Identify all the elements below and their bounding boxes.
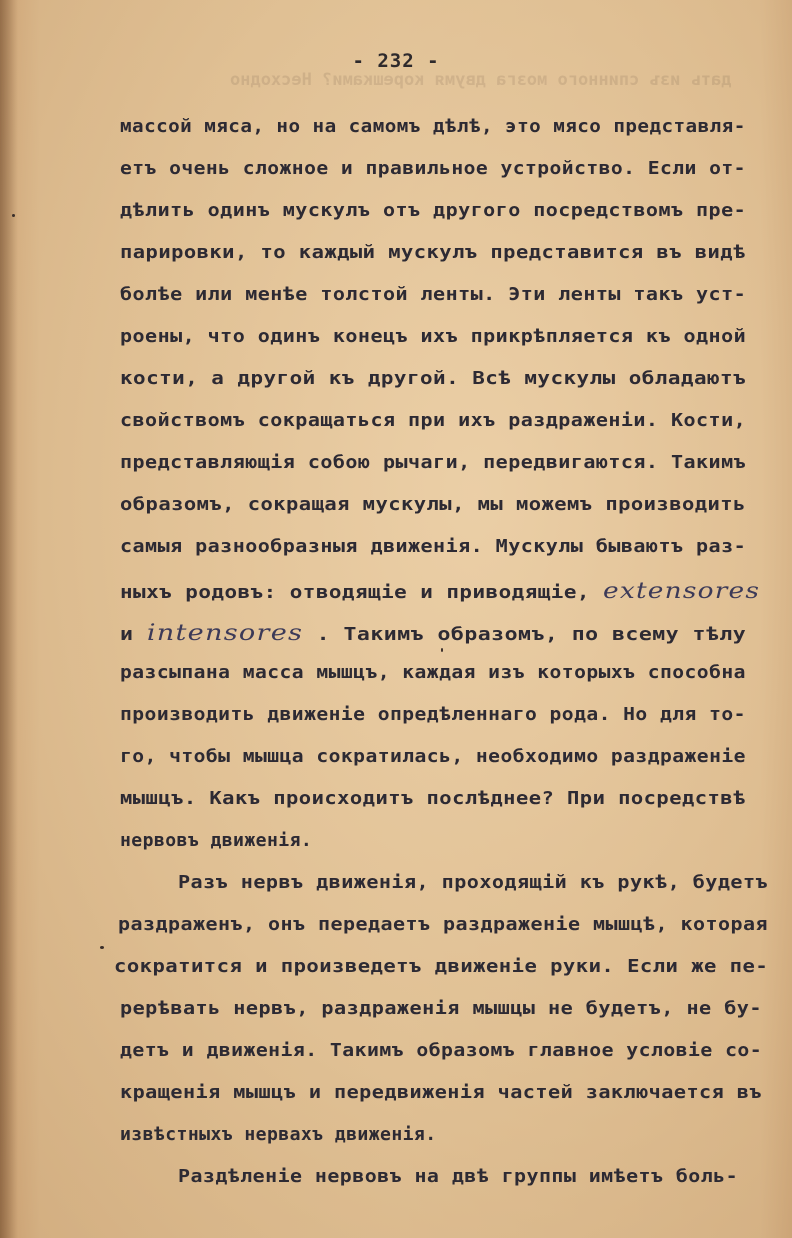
line-text: образомъ, сокращая мускулы, мы можемъ производить <box>120 495 746 515</box>
text-line <box>120 579 760 604</box>
line-text: детъ и движенія. Такимъ образомъ главное условіе со- <box>120 1041 763 1061</box>
line-text: Разъ нервъ движенія, проходящій къ рукѣ, будетъ <box>178 873 769 893</box>
text-line <box>120 831 312 851</box>
line-text: кости, а другой къ другой. Всѣ мускулы обладаютъ <box>120 369 747 389</box>
ink-speck <box>100 946 104 949</box>
bleed-through-line: дать изъ спинного мозга двумя корешками? Несходно <box>230 70 732 90</box>
line-text: и <box>120 625 147 645</box>
text-line <box>120 369 746 389</box>
line-text: производить движеніе опредѣленнаго рода. Но для то- <box>120 705 746 725</box>
text-line <box>178 1167 738 1187</box>
line-text: разсыпана масса мышцъ, каждая изъ которыхъ способна <box>120 663 746 683</box>
line-text: кращенія мышцъ и передвиженія частей заключается въ <box>120 1083 762 1103</box>
ink-speck <box>441 648 443 652</box>
text-line <box>120 1125 437 1145</box>
line-text: сократится и произведетъ движеніе руки. Если же пе- <box>114 957 769 977</box>
page-number: - 232 - <box>352 50 440 72</box>
line-text: . Такимъ образомъ, по всему тѣлу <box>303 625 747 645</box>
text-line <box>120 243 746 263</box>
text-line <box>120 747 746 767</box>
text-line <box>120 1041 762 1061</box>
line-text: дѣлить одинъ мускулъ отъ другого посредствомъ пре- <box>120 201 747 221</box>
line-text: роены, что одинъ конецъ ихъ прикрѣпляется къ одной <box>120 327 747 347</box>
text-line <box>120 159 746 179</box>
line-text: извѣстныхъ нервахъ движенія. <box>120 1125 437 1145</box>
text-line <box>178 873 768 893</box>
line-text: болѣе или менѣе толстой ленты. Эти ленты такъ уст- <box>120 285 747 305</box>
spine-shadow <box>0 0 18 1238</box>
ink-speck <box>12 214 15 217</box>
text-line <box>120 705 746 725</box>
line-text: раздраженъ, онъ передаетъ раздраженіе мышцѣ, которая <box>118 915 769 935</box>
line-text: етъ очень сложное и правильное устройство. Если от- <box>120 159 746 179</box>
handwritten-annotation: extensores <box>603 579 761 604</box>
line-text: рерѣвать нервъ, раздраженія мышцы не будетъ, не бу- <box>120 999 762 1019</box>
text-line <box>120 201 746 221</box>
text-line <box>120 621 746 646</box>
line-text: ныхъ родовъ: отводящіе и приводящіе, <box>120 583 604 603</box>
text-line <box>120 285 746 305</box>
text-line <box>114 957 768 977</box>
text-line <box>118 915 768 935</box>
text-line <box>120 411 746 431</box>
line-text: нервовъ движенія. <box>120 831 313 851</box>
line-text: парировки, то каждый мускулъ представится въ видѣ <box>120 243 746 263</box>
line-text: массой мяса, но на самомъ дѣлѣ, это мясо представля- <box>120 117 746 137</box>
text-line <box>120 999 762 1019</box>
line-text: представляющія собою рычаги, передвигаются. Такимъ <box>120 453 747 473</box>
text-line <box>120 663 746 683</box>
line-text: Раздѣленіе нервовъ на двѣ группы имѣетъ боль- <box>178 1167 739 1187</box>
handwritten-annotation: intensores <box>146 621 304 646</box>
text-line <box>120 453 746 473</box>
line-text: мышцъ. Какъ происходитъ послѣднее? При посредствѣ <box>120 789 746 809</box>
text-line <box>120 789 746 809</box>
text-line <box>120 495 746 515</box>
text-line <box>120 1083 762 1103</box>
text-line <box>120 537 746 557</box>
line-text: свойствомъ сокращаться при ихъ раздраженіи. Кости, <box>120 411 747 431</box>
line-text: го, чтобы мышца сократилась, необходимо раздраженіе <box>120 747 746 767</box>
line-text: самыя разнообразныя движенія. Мускулы бываютъ раз- <box>120 537 747 557</box>
text-line <box>120 327 746 347</box>
text-line <box>120 117 746 137</box>
